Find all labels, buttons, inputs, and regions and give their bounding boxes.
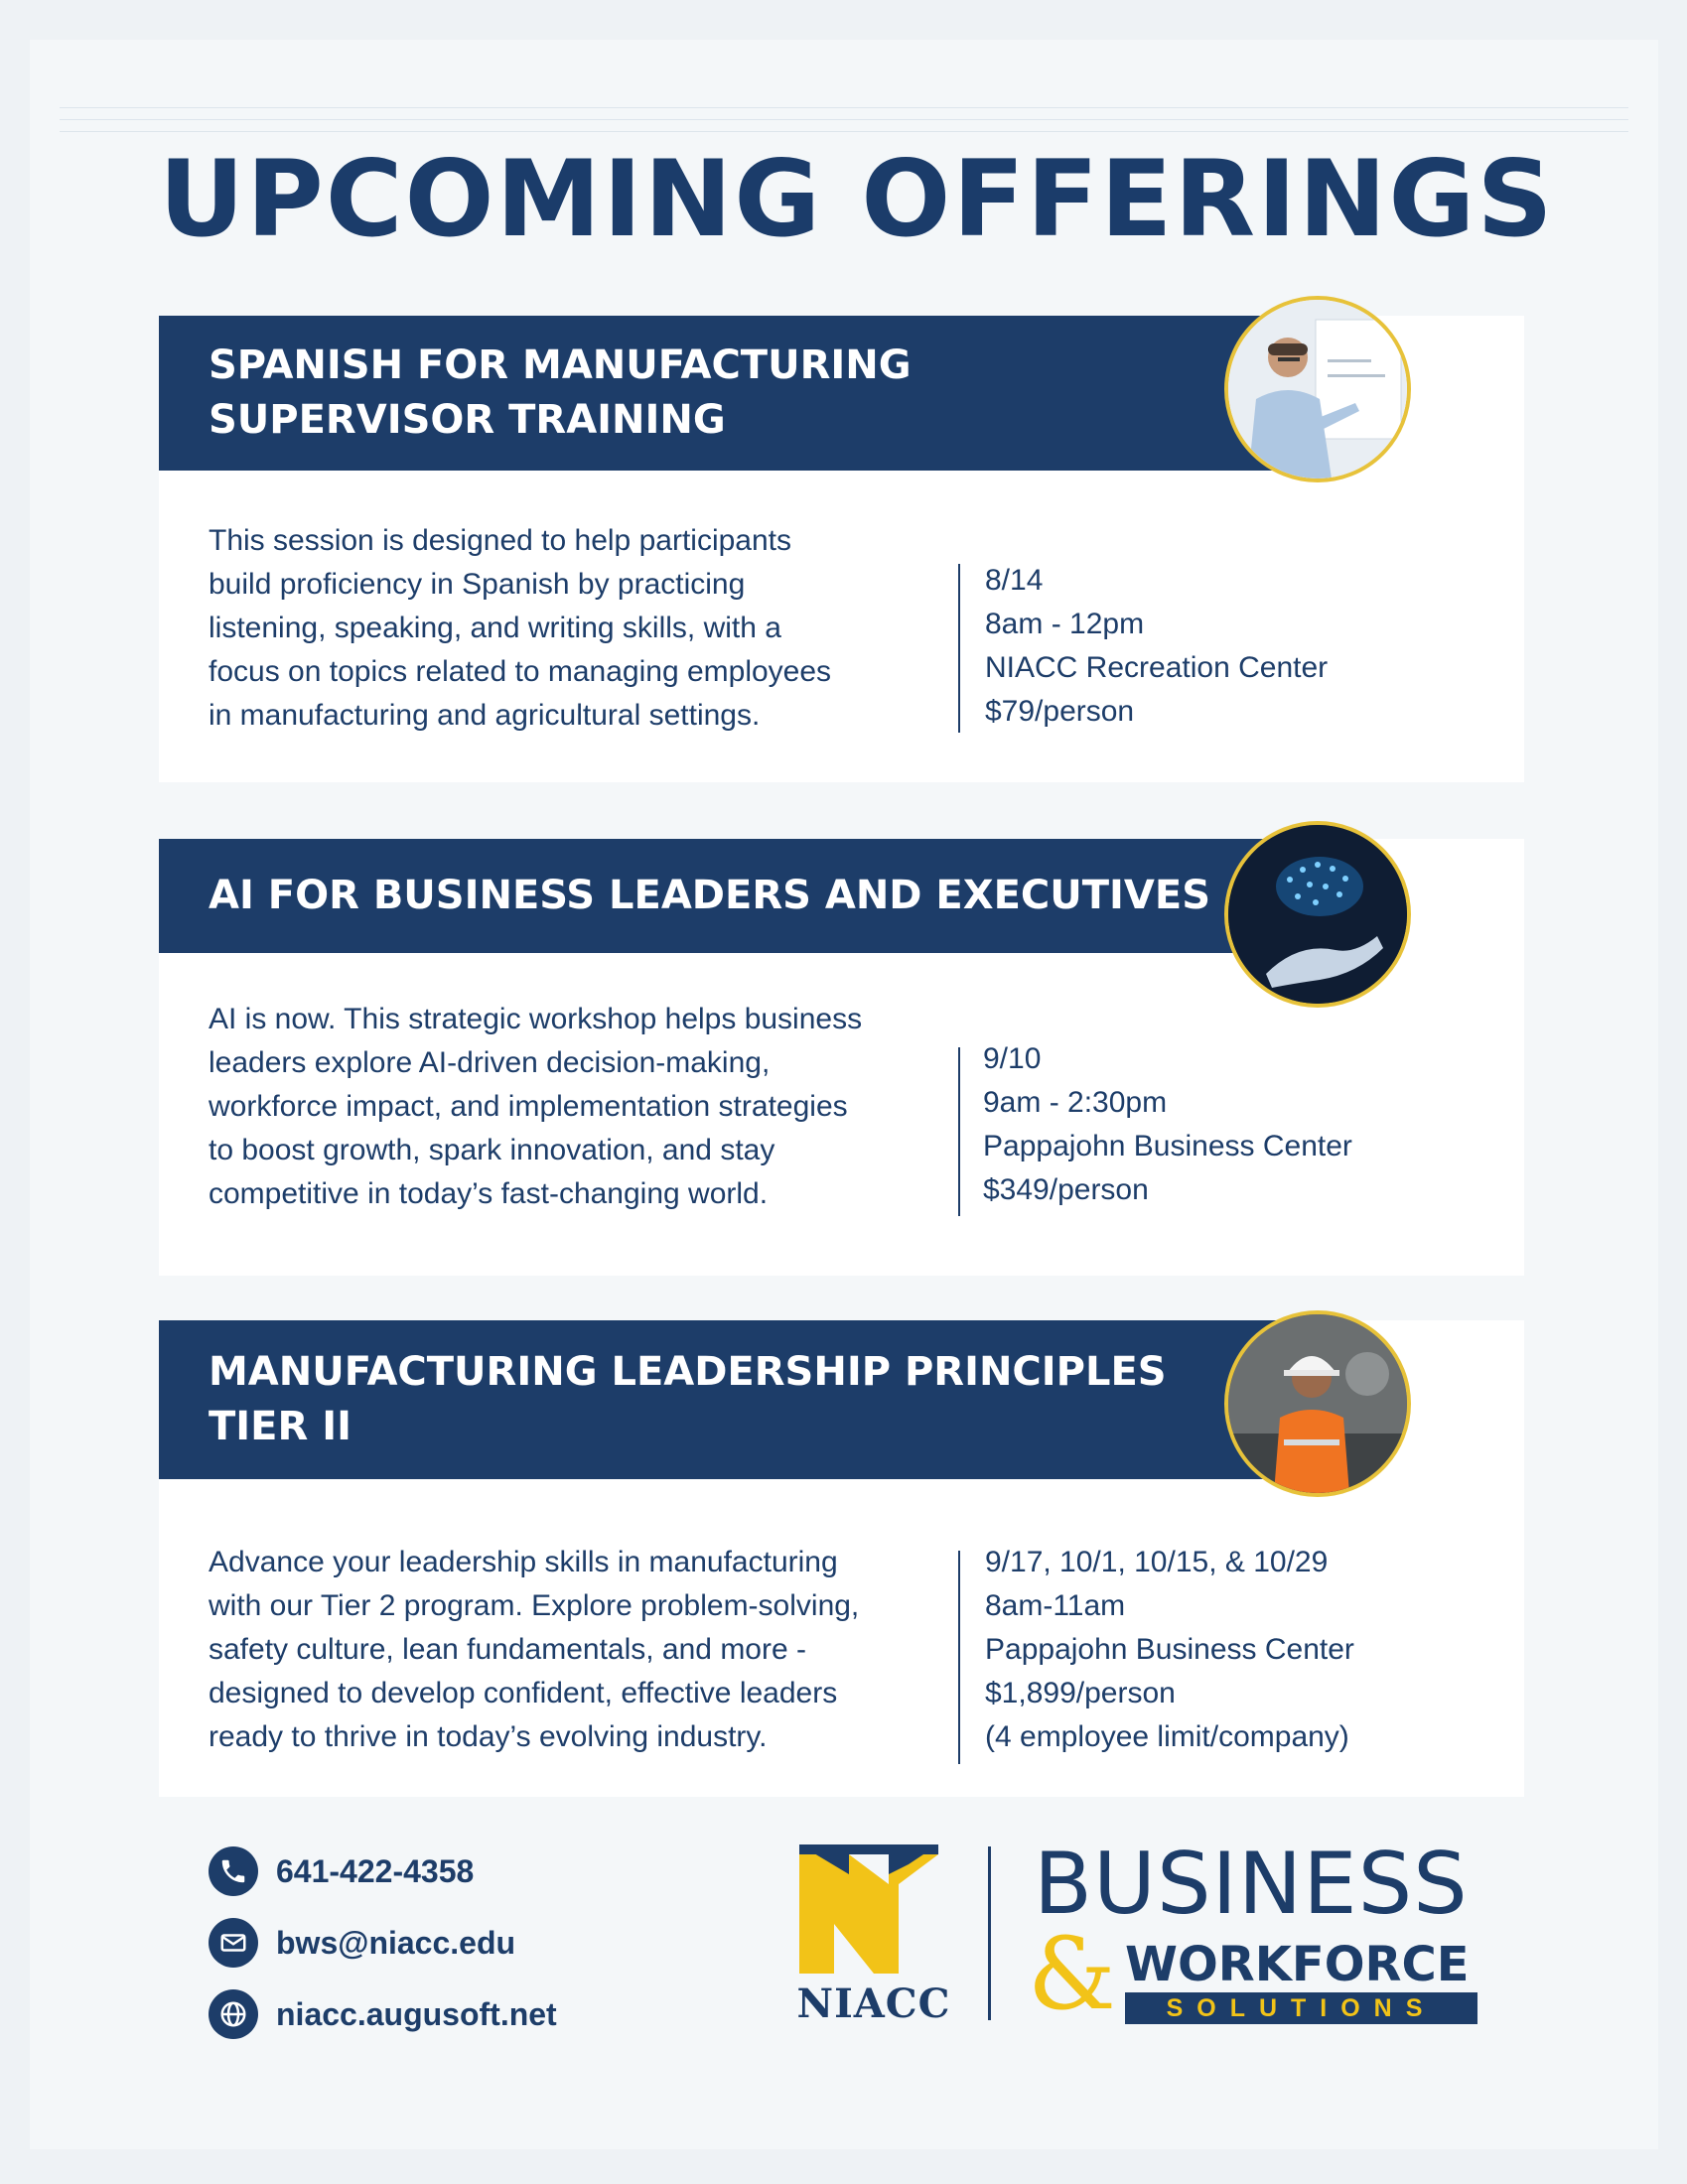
details-divider (958, 1047, 960, 1216)
offering-date: 9/10 (983, 1042, 1042, 1075)
bws-solutions-bar: SOLUTIONS (1125, 1992, 1477, 2024)
description-line: AI is now. This strategic workshop helps business (209, 1003, 863, 1035)
niacc-wordmark: NIACC (796, 1980, 951, 2027)
description-line: designed to develop confident, effective leaders (209, 1677, 838, 1709)
description-line: competitive in today’s fast-changing world. (209, 1177, 769, 1210)
offering-description (209, 519, 831, 738)
offering-time: 8am-11am (985, 1589, 1126, 1622)
logo-divider (988, 1846, 991, 2020)
offering-date: 9/17, 10/1, 10/15, & 10/29 (985, 1546, 1329, 1578)
top-rule-3 (60, 131, 1628, 132)
offering-location: Pappajohn Business Center (983, 1130, 1352, 1162)
description-line: with our Tier 2 program. Explore problem-solving, (209, 1589, 860, 1622)
niacc-n-mark (789, 1844, 958, 1974)
offering-limit: (4 employee limit/company) (985, 1720, 1349, 1753)
description-line: listening, speaking, and writing skills, with a (209, 612, 781, 644)
offering-price: $1,899/person (985, 1677, 1176, 1709)
details-divider (958, 564, 960, 733)
worker-in-hardhat-photo (1224, 1310, 1411, 1497)
offering-location: Pappajohn Business Center (985, 1633, 1354, 1666)
offering-date: 8/14 (985, 564, 1044, 597)
offering-card-ai (159, 839, 1524, 1276)
offering-title-line: SPANISH FOR MANUFACTURING (209, 342, 912, 388)
ai-brain-hand-photo (1224, 821, 1411, 1008)
offering-banner (159, 316, 1301, 471)
bws-logo (1028, 1835, 1484, 2032)
offering-price: $349/person (983, 1173, 1149, 1206)
teacher-at-whiteboard-photo (1224, 296, 1411, 482)
description-line: workforce impact, and implementation strategies (209, 1090, 848, 1123)
description-line: in manufacturing and agricultural settings. (209, 699, 761, 732)
description-line: Advance your leadership skills in manufacturing (209, 1546, 838, 1578)
phone-icon (209, 1846, 258, 1896)
offering-title-line: MANUFACTURING LEADERSHIP PRINCIPLES (209, 1349, 1167, 1395)
offering-price: $79/person (985, 695, 1135, 728)
page-title: UPCOMING OFFERINGS (159, 138, 1555, 260)
offering-details (985, 1541, 1354, 1759)
phone-number[interactable]: 641-422-4358 (276, 1852, 475, 1889)
contact-website (209, 1989, 557, 2039)
description-line: build proficiency in Spanish by practicing (209, 568, 746, 601)
offering-time: 8am - 12pm (985, 608, 1145, 640)
offering-title-line: AI FOR BUSINESS LEADERS AND EXECUTIVES (209, 873, 1211, 918)
offering-title-line: SUPERVISOR TRAINING (209, 397, 726, 443)
description-line: This session is designed to help participants (209, 524, 791, 557)
description-line: to boost growth, spark innovation, and stay (209, 1134, 775, 1166)
website-link[interactable]: niacc.augusoft.net (276, 1995, 557, 2032)
top-rule (60, 107, 1628, 108)
bws-workforce-word: WORKFORCE (1125, 1937, 1470, 1992)
offering-details (983, 1037, 1352, 1212)
bws-ampersand: & (1028, 1916, 1117, 2032)
offering-location: NIACC Recreation Center (985, 651, 1329, 684)
description-line: focus on topics related to managing employees (209, 655, 832, 688)
details-divider (958, 1551, 960, 1764)
bws-business-word: BUSINESS (1034, 1835, 1469, 1934)
offering-description (209, 998, 862, 1216)
offering-card-spanish (159, 316, 1524, 782)
contact-phone (209, 1846, 474, 1896)
offering-details (985, 559, 1328, 734)
top-rule-2 (60, 119, 1628, 120)
email-address[interactable]: bws@niacc.edu (276, 1924, 516, 1961)
envelope-icon (209, 1918, 258, 1968)
contact-email (209, 1918, 515, 1968)
globe-icon (209, 1989, 258, 2039)
description-line: safety culture, lean fundamentals, and more - (209, 1633, 806, 1666)
description-line: leaders explore AI-driven decision-making, (209, 1046, 771, 1079)
offering-banner (159, 839, 1301, 953)
niacc-logo (789, 1844, 958, 2027)
description-line: ready to thrive in today’s evolving industry. (209, 1720, 768, 1753)
offering-banner (159, 1320, 1301, 1479)
offering-title-line: TIER II (209, 1404, 351, 1449)
offering-description (209, 1541, 859, 1759)
offering-card-manufacturing (159, 1320, 1524, 1797)
offering-time: 9am - 2:30pm (983, 1086, 1168, 1119)
